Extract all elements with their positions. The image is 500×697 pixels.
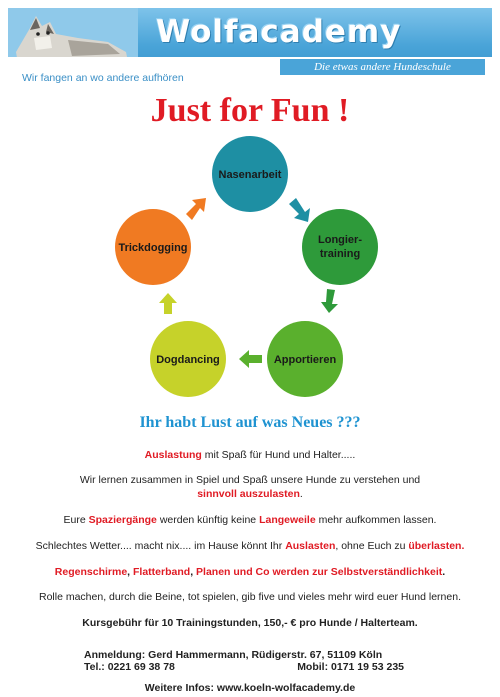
highlight-text: Spaziergänge [88, 514, 157, 526]
body-text: mehr aufkommen lassen. [315, 514, 437, 526]
page-title: Just for Fun ! [150, 92, 350, 129]
node-label: Apportieren [273, 354, 337, 366]
body-text: mit Spaß für Hund und Halter..... [201, 449, 356, 461]
text-line-1 [0, 449, 500, 461]
body-text: , [190, 566, 197, 578]
node-label: Nasenarbeit [218, 169, 282, 181]
body-text: . [442, 566, 446, 578]
arrow-icon [289, 198, 310, 222]
body-text: , ohne Euch zu [335, 540, 409, 552]
arrow-icon [321, 289, 338, 313]
mobile-text: Mobil: 0171 19 53 235 [297, 661, 404, 673]
highlight-text: Auslastung [144, 449, 202, 461]
activity-cycle-diagram [100, 134, 400, 414]
highlight-text: Regenschirme [54, 566, 128, 578]
highlight-text: sinnvoll auszulasten [197, 488, 300, 500]
subtitle: Ihr habt Lust auf was Neues ??? [139, 414, 361, 431]
text-line-5 [0, 566, 500, 578]
body-text: , [127, 566, 134, 578]
brand-name: Wolfacademy [156, 14, 402, 50]
text-line-6: Rolle machen, durch die Beine, tot spielen, gib five und vieles mehr wird euer Hund lernen. [39, 591, 461, 603]
node-label: training [319, 248, 361, 260]
phone-text: Tel.: 0221 69 38 78 [84, 661, 175, 673]
arrow-icon [186, 198, 206, 220]
contact-block [84, 649, 404, 673]
highlight-text: Flatterband [133, 566, 191, 578]
body-text: . [299, 488, 303, 500]
node-label: Longier- [318, 234, 362, 246]
highlight-text: Planen und Co werden zur Selbstverständlichkeit [196, 566, 443, 578]
arrow-icon [159, 293, 177, 314]
website-link[interactable]: Weitere Infos: www.koeln-wolfacademy.de [144, 682, 356, 694]
node-label: Dogdancing [156, 354, 220, 366]
arrow-icon [239, 350, 262, 368]
node-label: Trickdogging [118, 242, 188, 254]
body-text: werden künftig keine [156, 514, 260, 526]
body-text: Eure [63, 514, 89, 526]
text-line-4 [0, 540, 500, 552]
text-line-2b [0, 488, 500, 500]
registration-text: Anmeldung: Gerd Hammermann, Rüdigerstr. 67, 51109 Köln [84, 649, 383, 661]
text-line-3 [0, 514, 500, 526]
body-text: Schlechtes Wetter.... macht nix.... im Hause könnt Ihr [35, 540, 286, 552]
course-fee: Kursgebühr für 10 Trainingstunden, 150,- € pro Hunde / Halterteam. [82, 617, 418, 629]
slogan-right: Die etwas andere Hundeschule [280, 59, 485, 75]
text-line-2a: Wir lernen zusammen in Spiel und Spaß unsere Hunde zu verstehen und [79, 474, 421, 486]
highlight-text: überlasten. [408, 540, 465, 552]
highlight-text: Langeweile [259, 514, 316, 526]
node-longiertraining [302, 209, 378, 285]
slogan-left: Wir fangen an wo andere aufhören [22, 72, 184, 84]
highlight-text: Auslasten [285, 540, 336, 552]
